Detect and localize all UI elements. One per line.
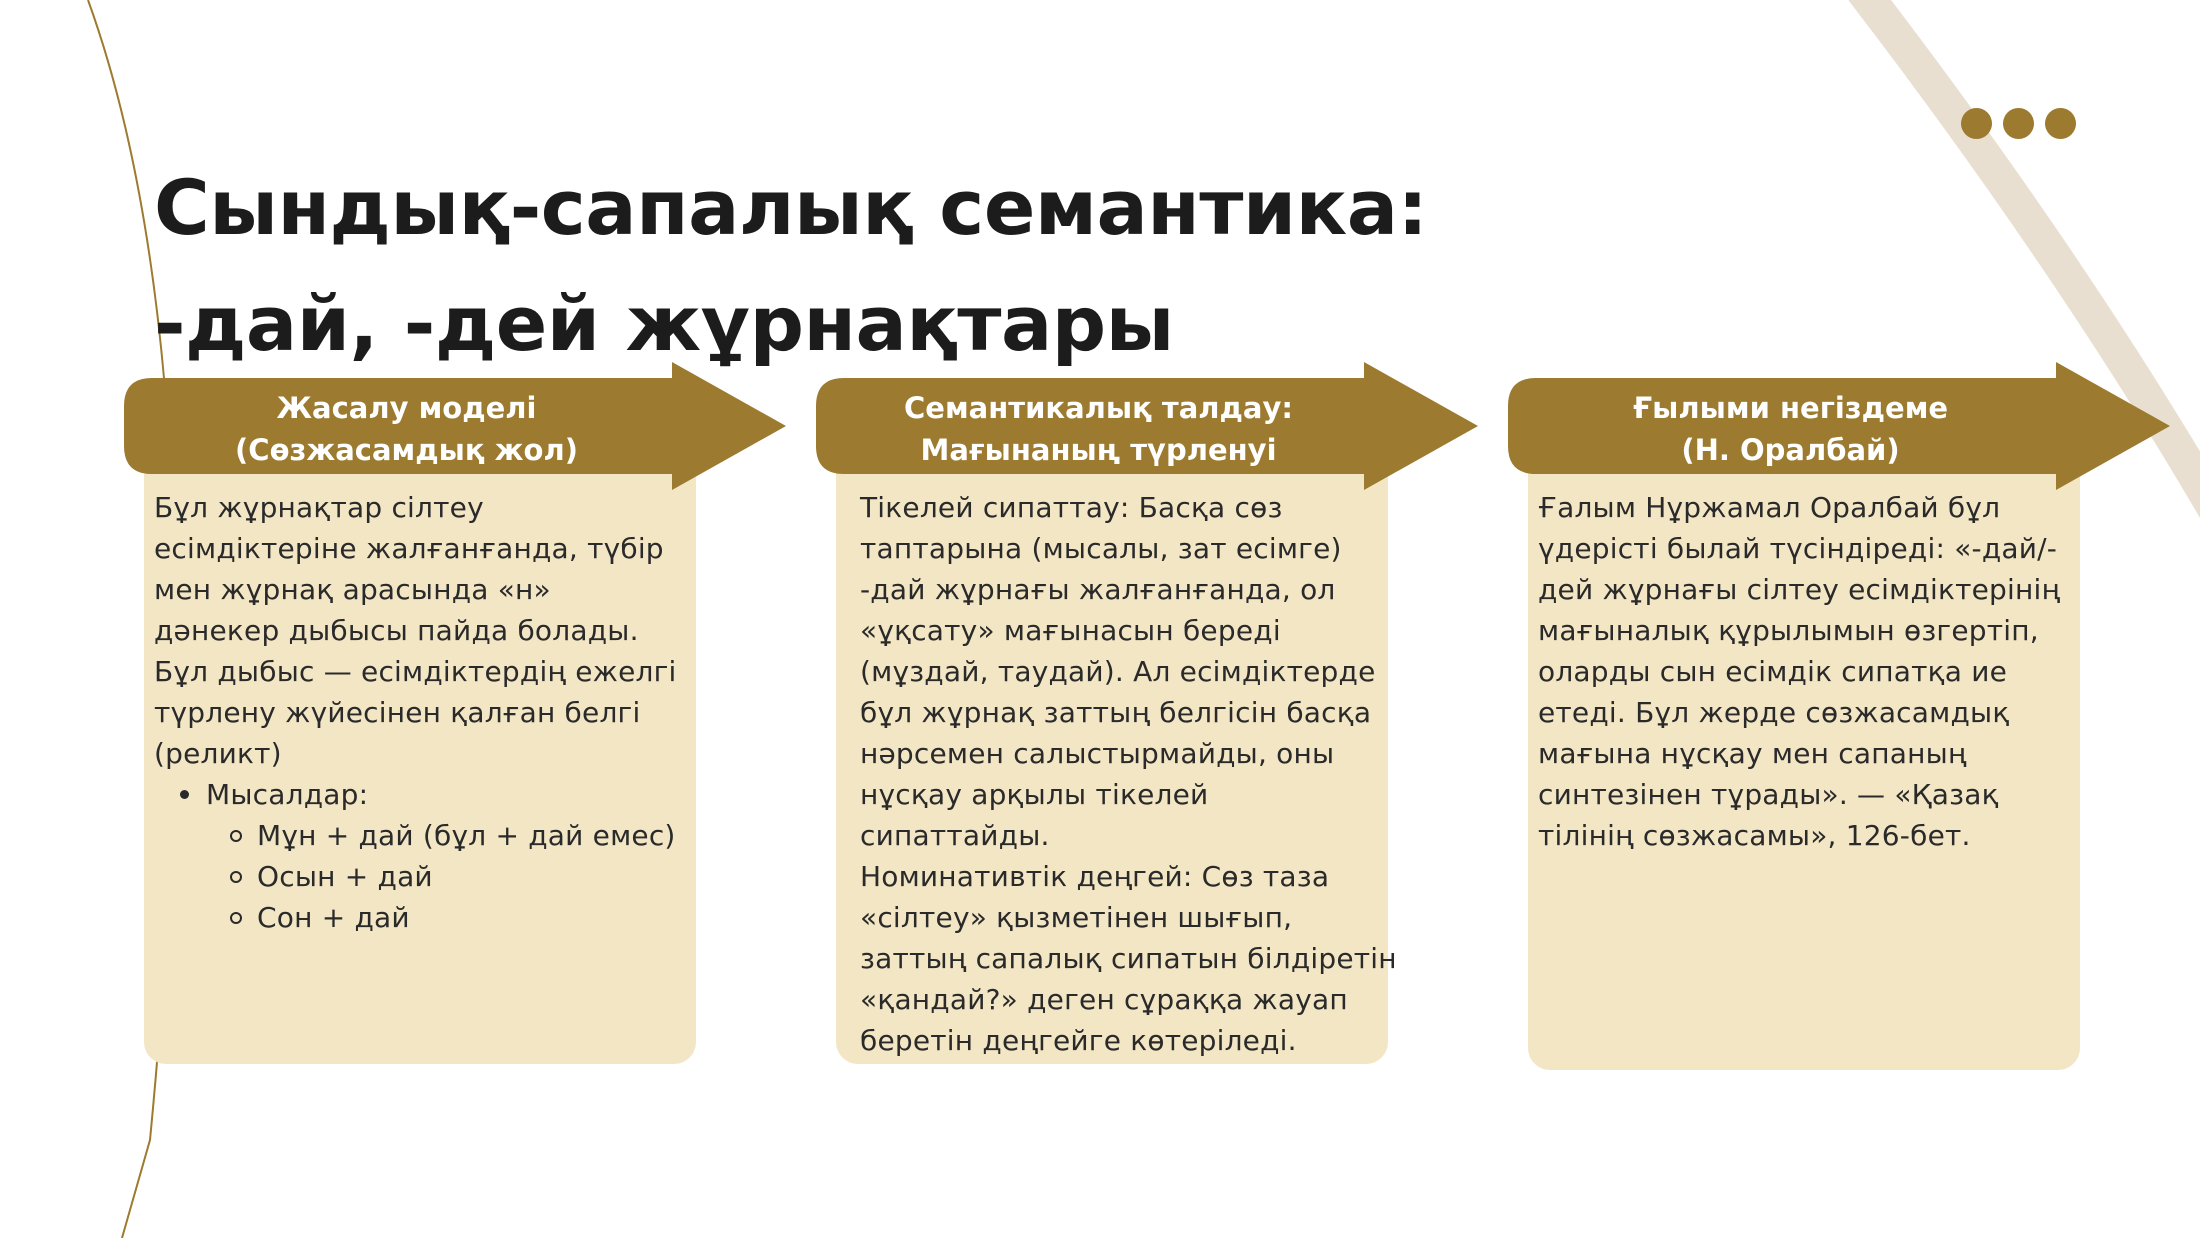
list-item: Сон + дай [154, 897, 684, 938]
header-line: Ғылыми негіздеме [1632, 391, 1949, 425]
bullet-label: Мысалдар: [206, 778, 369, 811]
model-paragraph: Бұл жұрнақтар сілтеу есімдіктеріне жалғанғанда, түбір мен жұрнақ арасында «н» дәнекер дыбысы пайда болады. Бұл дыбыс — есімдіктердің ежелгі түрлену жүйесінен қалған белгі (реликт) [154, 491, 677, 770]
list-item: Мұн + дай (бұл + дай емес) [154, 815, 684, 856]
title-line-1: Сындық-сапалық семантика: [154, 163, 1428, 252]
header-line: Мағынаның түрленуі [920, 433, 1277, 467]
header-line: (Н. Оралбай) [1681, 433, 1900, 467]
list-item: Осын + дай [154, 856, 684, 897]
semantics-paragraph-1: Тікелей сипаттау: Басқа сөз таптарына (мысалы, зат есімге) -дай жұрнағы жалғанғанда, ол «ұқсату» мағынасын береді (мұздай, таудай). Ал есімдіктерде бұл жұрнақ заттың белгісін басқа нәрсемен салыстырмайды, оны нұсқау арқылы тікелей сипаттайды. [860, 491, 1376, 852]
title-line-2: -дай, -дей жұрнақтары [154, 279, 1174, 368]
column-basis-body [1538, 487, 2078, 856]
semantics-paragraph-2: Номинативтік деңгей: Сөз таза «сілтеу» қызметінен шығып, заттың сапалық сипатын білдіретін «қандай?» деген сұраққа жауап беретін деңгейге көтеріледі. [860, 860, 1397, 1057]
column-semantics-body [860, 487, 1400, 1061]
basis-paragraph: Ғалым Нұржамал Оралбай бұл үдерісті былай түсіндіреді: «-дай/-дей жұрнағы сілтеу есімдіктерінің мағыналық құрылымын өзгертіп, оларды сын есімдік сипатқа ие етеді. Бұл жерде сөзжасамдық мағына нұсқау мен сапаның синтезінен тұрады». — «Қазақ тілінің сөзжасамы», 126-бет. [1538, 491, 2061, 852]
header-line: Семантикалық талдау: [904, 391, 1293, 425]
column-header [816, 381, 1381, 477]
column-header [1508, 381, 2073, 477]
header-line: Жасалу моделі [276, 391, 537, 425]
page-title [154, 150, 1654, 382]
column-header [124, 381, 689, 477]
column-model-body [154, 487, 684, 938]
list-item [154, 774, 684, 815]
header-line: (Сөзжасамдық жол) [235, 433, 578, 467]
three-dots-icon [1961, 108, 2076, 140]
